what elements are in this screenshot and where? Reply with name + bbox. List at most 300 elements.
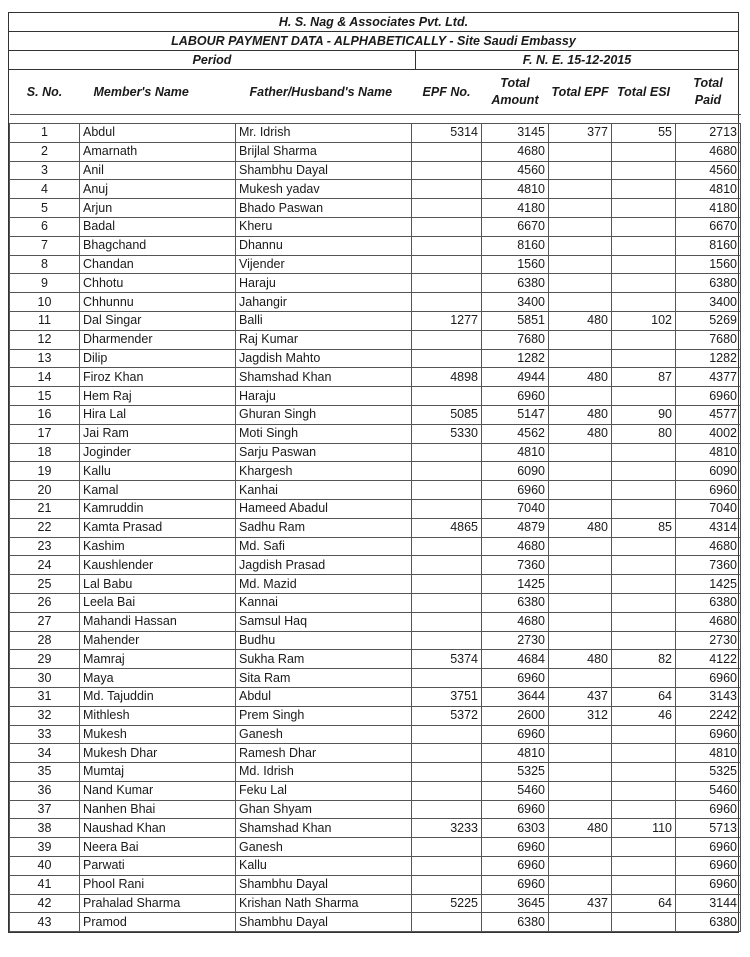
cell-total-epf (549, 217, 612, 236)
cell-epf-no (412, 142, 482, 161)
cell-sno: 38 (10, 819, 80, 838)
cell-member-name: Kallu (80, 462, 236, 481)
table-body (10, 115, 741, 932)
cell-total-amount: 6380 (482, 274, 549, 293)
table-row (10, 575, 741, 594)
cell-epf-no (412, 274, 482, 293)
cell-sno: 7 (10, 236, 80, 255)
cell-father-name: Haraju (236, 387, 412, 406)
cell-total-epf: 437 (549, 894, 612, 913)
cell-member-name: Anuj (80, 180, 236, 199)
cell-epf-no: 5330 (412, 424, 482, 443)
cell-total-paid: 6960 (676, 387, 741, 406)
cell-member-name: Abdul (80, 124, 236, 143)
cell-sno: 28 (10, 631, 80, 650)
cell-total-esi: 80 (612, 424, 676, 443)
table-row (10, 593, 741, 612)
cell-total-paid: 2730 (676, 631, 741, 650)
cell-father-name: Mukesh yadav (236, 180, 412, 199)
cell-member-name: Md. Tajuddin (80, 687, 236, 706)
table-row (10, 236, 741, 255)
cell-epf-no (412, 293, 482, 312)
cell-father-name: Ganesh (236, 838, 412, 857)
table-row (10, 819, 741, 838)
cell-member-name: Mahender (80, 631, 236, 650)
cell-member-name: Kamruddin (80, 499, 236, 518)
cell-total-esi (612, 875, 676, 894)
cell-sno: 11 (10, 311, 80, 330)
cell-total-esi (612, 612, 676, 631)
cell-sno: 30 (10, 669, 80, 688)
cell-epf-no (412, 838, 482, 857)
table-header-row (10, 70, 741, 115)
cell-total-epf (549, 631, 612, 650)
cell-total-amount: 4810 (482, 744, 549, 763)
cell-epf-no: 5085 (412, 405, 482, 424)
cell-total-esi: 102 (612, 311, 676, 330)
cell-total-paid: 6090 (676, 462, 741, 481)
cell-total-esi: 87 (612, 368, 676, 387)
cell-epf-no (412, 236, 482, 255)
cell-father-name: Sukha Ram (236, 650, 412, 669)
cell-member-name: Phool Rani (80, 875, 236, 894)
cell-total-amount: 2600 (482, 706, 549, 725)
cell-sno: 35 (10, 763, 80, 782)
cell-epf-no (412, 575, 482, 594)
cell-total-esi (612, 255, 676, 274)
col-member-name: Member's Name (93, 84, 189, 99)
cell-total-paid: 4577 (676, 405, 741, 424)
cell-total-esi (612, 387, 676, 406)
cell-total-paid: 6960 (676, 725, 741, 744)
cell-total-paid: 4680 (676, 537, 741, 556)
cell-sno: 36 (10, 781, 80, 800)
cell-epf-no: 3751 (412, 687, 482, 706)
table-row (10, 293, 741, 312)
cell-member-name: Nand Kumar (80, 781, 236, 800)
table-row (10, 405, 741, 424)
cell-total-epf (549, 875, 612, 894)
table-row (10, 650, 741, 669)
cell-total-epf: 480 (549, 311, 612, 330)
cell-sno: 29 (10, 650, 80, 669)
cell-father-name: Mr. Idrish (236, 124, 412, 143)
cell-total-esi (612, 236, 676, 255)
cell-total-esi (612, 462, 676, 481)
cell-total-paid: 4560 (676, 161, 741, 180)
cell-member-name: Neera Bai (80, 838, 236, 857)
cell-father-name: Sita Ram (236, 669, 412, 688)
cell-epf-no (412, 481, 482, 500)
cell-total-amount: 5851 (482, 311, 549, 330)
table-row (10, 217, 741, 236)
cell-sno: 21 (10, 499, 80, 518)
cell-total-epf (549, 763, 612, 782)
table-row (10, 274, 741, 293)
cell-total-esi (612, 443, 676, 462)
cell-member-name: Maya (80, 669, 236, 688)
cell-father-name: Shamshad Khan (236, 368, 412, 387)
cell-total-epf (549, 199, 612, 218)
cell-total-esi: 110 (612, 819, 676, 838)
cell-father-name: Kallu (236, 857, 412, 876)
cell-sno: 22 (10, 518, 80, 537)
cell-total-epf (549, 142, 612, 161)
table-row (10, 142, 741, 161)
col-total-paid (676, 70, 741, 115)
cell-member-name: Kashim (80, 537, 236, 556)
cell-epf-no (412, 744, 482, 763)
cell-total-epf (549, 575, 612, 594)
cell-total-epf (549, 387, 612, 406)
cell-total-paid: 5713 (676, 819, 741, 838)
cell-sno: 17 (10, 424, 80, 443)
cell-sno: 2 (10, 142, 80, 161)
cell-total-paid: 6960 (676, 481, 741, 500)
table-row (10, 311, 741, 330)
cell-total-epf: 312 (549, 706, 612, 725)
col-total-esi: Total ESI (616, 84, 670, 99)
cell-total-amount: 6090 (482, 462, 549, 481)
table-row (10, 443, 741, 462)
cell-member-name: Pramod (80, 913, 236, 932)
cell-father-name: Jahangir (236, 293, 412, 312)
cell-sno: 42 (10, 894, 80, 913)
cell-total-amount: 4680 (482, 537, 549, 556)
cell-member-name: Dal Singar (80, 311, 236, 330)
cell-epf-no: 5372 (412, 706, 482, 725)
cell-father-name: Ganesh (236, 725, 412, 744)
cell-total-epf (549, 913, 612, 932)
cell-member-name: Parwati (80, 857, 236, 876)
cell-member-name: Hem Raj (80, 387, 236, 406)
cell-total-epf (549, 274, 612, 293)
table-row (10, 838, 741, 857)
cell-total-paid: 2713 (676, 124, 741, 143)
cell-total-paid: 6670 (676, 217, 741, 236)
cell-total-epf (549, 499, 612, 518)
cell-total-epf (549, 349, 612, 368)
cell-member-name: Lal Babu (80, 575, 236, 594)
table-row (10, 199, 741, 218)
cell-epf-no (412, 612, 482, 631)
cell-member-name: Mamraj (80, 650, 236, 669)
cell-total-amount: 6960 (482, 857, 549, 876)
cell-father-name: Budhu (236, 631, 412, 650)
cell-total-amount: 6960 (482, 725, 549, 744)
cell-member-name: Mukesh (80, 725, 236, 744)
cell-sno: 34 (10, 744, 80, 763)
cell-epf-no (412, 537, 482, 556)
cell-total-esi: 64 (612, 894, 676, 913)
cell-total-paid: 4810 (676, 180, 741, 199)
cell-sno: 16 (10, 405, 80, 424)
table-row (10, 124, 741, 143)
cell-total-epf (549, 236, 612, 255)
cell-total-paid: 4810 (676, 443, 741, 462)
cell-total-esi (612, 499, 676, 518)
cell-epf-no (412, 725, 482, 744)
cell-total-epf (549, 593, 612, 612)
col-sno: S. No. (26, 84, 63, 99)
cell-father-name: Hameed Abadul (236, 499, 412, 518)
cell-total-epf (549, 161, 612, 180)
cell-total-esi (612, 349, 676, 368)
cell-sno: 14 (10, 368, 80, 387)
cell-total-esi (612, 537, 676, 556)
table-row (10, 330, 741, 349)
table-row (10, 349, 741, 368)
cell-sno: 15 (10, 387, 80, 406)
cell-total-paid: 4180 (676, 199, 741, 218)
cell-member-name: Badal (80, 217, 236, 236)
cell-member-name: Arjun (80, 199, 236, 218)
cell-sno: 19 (10, 462, 80, 481)
cell-sno: 31 (10, 687, 80, 706)
cell-epf-no (412, 800, 482, 819)
cell-total-amount: 6960 (482, 387, 549, 406)
cell-total-epf (549, 180, 612, 199)
cell-total-amount: 7360 (482, 556, 549, 575)
cell-father-name: Shambhu Dayal (236, 875, 412, 894)
cell-father-name: Ramesh Dhar (236, 744, 412, 763)
cell-total-amount: 4810 (482, 443, 549, 462)
cell-total-epf (549, 255, 612, 274)
table-row (10, 744, 741, 763)
table-row (10, 368, 741, 387)
cell-total-paid: 4810 (676, 744, 741, 763)
table-row (10, 913, 741, 932)
report-title: LABOUR PAYMENT DATA - ALPHABETICALLY - Site Saudi Embassy (9, 32, 738, 51)
cell-member-name: Leela Bai (80, 593, 236, 612)
cell-sno: 1 (10, 124, 80, 143)
cell-epf-no (412, 781, 482, 800)
cell-total-epf (549, 725, 612, 744)
cell-total-paid: 6960 (676, 800, 741, 819)
cell-father-name: Shambhu Dayal (236, 161, 412, 180)
cell-total-epf (549, 293, 612, 312)
cell-total-paid: 4314 (676, 518, 741, 537)
cell-total-esi (612, 800, 676, 819)
cell-total-esi (612, 631, 676, 650)
table-row (10, 255, 741, 274)
cell-total-amount: 5460 (482, 781, 549, 800)
cell-total-epf: 480 (549, 819, 612, 838)
cell-total-amount: 6670 (482, 217, 549, 236)
cell-father-name: Md. Idrish (236, 763, 412, 782)
cell-member-name: Kaushlender (80, 556, 236, 575)
cell-total-paid: 6960 (676, 669, 741, 688)
cell-total-amount: 6960 (482, 800, 549, 819)
cell-total-esi (612, 593, 676, 612)
period-value: F. N. E. 15-12-2015 (522, 53, 632, 67)
cell-sno: 25 (10, 575, 80, 594)
cell-father-name: Jagdish Mahto (236, 349, 412, 368)
cell-total-amount: 5325 (482, 763, 549, 782)
cell-sno: 41 (10, 875, 80, 894)
cell-father-name: Sadhu Ram (236, 518, 412, 537)
table-row (10, 669, 741, 688)
cell-sno: 26 (10, 593, 80, 612)
cell-total-amount: 8160 (482, 236, 549, 255)
cell-total-paid: 7040 (676, 499, 741, 518)
cell-sno: 5 (10, 199, 80, 218)
cell-total-esi (612, 781, 676, 800)
col-total-amount-line2: Amount (491, 93, 539, 107)
cell-epf-no (412, 857, 482, 876)
cell-total-esi: 82 (612, 650, 676, 669)
table-row (10, 481, 741, 500)
cell-member-name: Mithlesh (80, 706, 236, 725)
cell-epf-no (412, 255, 482, 274)
cell-total-amount: 6960 (482, 669, 549, 688)
cell-member-name: Amarnath (80, 142, 236, 161)
cell-father-name: Samsul Haq (236, 612, 412, 631)
table-row (10, 499, 741, 518)
cell-total-epf (549, 443, 612, 462)
cell-father-name: Balli (236, 311, 412, 330)
cell-sno: 9 (10, 274, 80, 293)
cell-total-epf (549, 330, 612, 349)
table-row (10, 800, 741, 819)
cell-total-amount: 6380 (482, 913, 549, 932)
cell-total-paid: 3400 (676, 293, 741, 312)
table-row (10, 763, 741, 782)
cell-father-name: Sarju Paswan (236, 443, 412, 462)
cell-total-paid: 4122 (676, 650, 741, 669)
cell-total-amount: 1282 (482, 349, 549, 368)
cell-member-name: Chandan (80, 255, 236, 274)
cell-sno: 23 (10, 537, 80, 556)
cell-sno: 24 (10, 556, 80, 575)
cell-member-name: Mahandi Hassan (80, 612, 236, 631)
cell-total-esi (612, 330, 676, 349)
cell-father-name: Shambhu Dayal (236, 913, 412, 932)
cell-father-name: Krishan Nath Sharma (236, 894, 412, 913)
cell-total-esi (612, 142, 676, 161)
cell-total-epf: 377 (549, 124, 612, 143)
cell-total-epf (549, 481, 612, 500)
cell-total-paid: 7360 (676, 556, 741, 575)
cell-total-esi (612, 575, 676, 594)
table-row (10, 161, 741, 180)
cell-father-name: Brijlal Sharma (236, 142, 412, 161)
cell-total-epf (549, 556, 612, 575)
cell-total-epf: 480 (549, 405, 612, 424)
cell-father-name: Shamshad Khan (236, 819, 412, 838)
cell-member-name: Chhotu (80, 274, 236, 293)
table-row (10, 894, 741, 913)
cell-total-amount: 6303 (482, 819, 549, 838)
cell-epf-no (412, 462, 482, 481)
period-row (9, 51, 738, 70)
cell-total-amount: 7040 (482, 499, 549, 518)
table-row (10, 781, 741, 800)
col-total-epf: Total EPF (551, 84, 609, 99)
cell-member-name: Chhunnu (80, 293, 236, 312)
cell-father-name: Md. Mazid (236, 575, 412, 594)
cell-total-amount: 4562 (482, 424, 549, 443)
table-row (10, 556, 741, 575)
table-row (10, 424, 741, 443)
period-label: Period (9, 51, 416, 69)
cell-father-name: Abdul (236, 687, 412, 706)
table-row (10, 518, 741, 537)
cell-sno: 39 (10, 838, 80, 857)
cell-father-name: Feku Lal (236, 781, 412, 800)
cell-father-name: Jagdish Prasad (236, 556, 412, 575)
table-row (10, 180, 741, 199)
cell-epf-no (412, 669, 482, 688)
cell-total-epf: 437 (549, 687, 612, 706)
cell-total-amount: 4810 (482, 180, 549, 199)
cell-total-paid: 6380 (676, 913, 741, 932)
cell-total-esi (612, 217, 676, 236)
cell-total-esi (612, 763, 676, 782)
cell-epf-no (412, 443, 482, 462)
cell-total-esi (612, 669, 676, 688)
cell-epf-no (412, 161, 482, 180)
cell-total-esi (612, 180, 676, 199)
cell-father-name: Moti Singh (236, 424, 412, 443)
cell-total-epf (549, 462, 612, 481)
cell-epf-no (412, 631, 482, 650)
cell-sno: 12 (10, 330, 80, 349)
cell-total-epf (549, 857, 612, 876)
col-epf-no: EPF No. (422, 84, 471, 99)
cell-total-epf: 480 (549, 518, 612, 537)
cell-epf-no (412, 387, 482, 406)
table-row (10, 462, 741, 481)
cell-sno: 13 (10, 349, 80, 368)
cell-total-epf: 480 (549, 368, 612, 387)
cell-father-name: Kheru (236, 217, 412, 236)
cell-total-esi: 46 (612, 706, 676, 725)
table-row (10, 387, 741, 406)
cell-total-epf (549, 669, 612, 688)
cell-father-name: Prem Singh (236, 706, 412, 725)
cell-total-paid: 5460 (676, 781, 741, 800)
cell-total-amount: 1560 (482, 255, 549, 274)
cell-epf-no (412, 593, 482, 612)
cell-total-epf (549, 612, 612, 631)
cell-father-name: Dhannu (236, 236, 412, 255)
cell-member-name: Anil (80, 161, 236, 180)
cell-father-name: Raj Kumar (236, 330, 412, 349)
cell-father-name: Ghuran Singh (236, 405, 412, 424)
cell-total-epf (549, 744, 612, 763)
cell-member-name: Nanhen Bhai (80, 800, 236, 819)
cell-total-esi: 90 (612, 405, 676, 424)
cell-total-amount: 4944 (482, 368, 549, 387)
cell-total-esi (612, 838, 676, 857)
cell-total-esi: 85 (612, 518, 676, 537)
cell-member-name: Bhagchand (80, 236, 236, 255)
cell-sno: 4 (10, 180, 80, 199)
cell-total-epf (549, 781, 612, 800)
cell-total-amount: 3644 (482, 687, 549, 706)
cell-total-paid: 1560 (676, 255, 741, 274)
col-total-amount-line1: Total (500, 76, 530, 90)
cell-member-name: Firoz Khan (80, 368, 236, 387)
cell-total-esi (612, 199, 676, 218)
cell-father-name: Ghan Shyam (236, 800, 412, 819)
table-row (10, 537, 741, 556)
cell-father-name: Khargesh (236, 462, 412, 481)
cell-member-name: Kamal (80, 481, 236, 500)
cell-total-amount: 4879 (482, 518, 549, 537)
cell-father-name: Haraju (236, 274, 412, 293)
